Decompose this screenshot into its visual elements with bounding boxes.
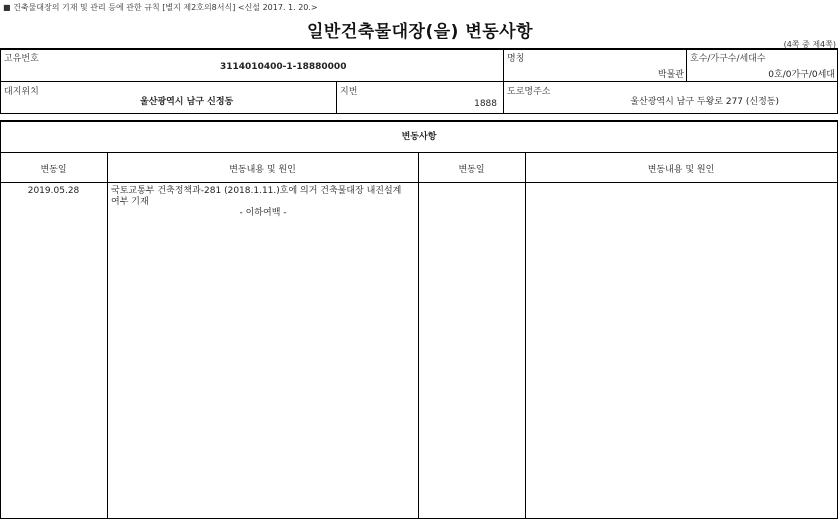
changes-top-border (0, 120, 838, 122)
regulation-note: ■ 건축물대장의 기재 및 관리 등에 관한 규칙 [별지 제2호의8서식] <신설 2017. 1. 20.> (3, 3, 318, 12)
lot-value: 1888 (474, 99, 497, 109)
changes-right-border (837, 120, 838, 518)
unique-no-value: 3114010400-1-18880000 (220, 62, 347, 72)
info-vline-3 (336, 81, 337, 113)
units-label: 호수/가구수/세대수 (690, 54, 766, 64)
changes-left-border (0, 120, 1, 518)
page-info: (4쪽 중 제4쪽) (783, 40, 836, 49)
changes-section-title: 변동사항 (401, 132, 437, 142)
changes-vline-1 (107, 152, 108, 518)
info-left-border (0, 48, 1, 113)
change-content (111, 186, 415, 219)
info-bottom-border (0, 113, 838, 114)
col-header-content-2: 변동내용 및 원인 (647, 165, 715, 175)
road-address-value: 울산광역시 남구 두왕로 277 (신정동) (630, 97, 779, 107)
changes-header-divider (0, 182, 838, 183)
col-header-date-2: 변동일 (458, 165, 485, 175)
table-top-border (0, 48, 838, 50)
col-header-date: 변동일 (40, 165, 67, 175)
changes-title-divider (0, 152, 838, 153)
change-content-line1: 국토교통부 건축정책과-281 (2018.1.11.)호에 의거 건축물대장 내진설계 (111, 186, 402, 196)
unique-no-label: 고유번호 (4, 54, 39, 64)
changes-bottom-border (0, 518, 838, 519)
site-label: 대지위치 (4, 87, 39, 97)
road-address-label: 도로명주소 (507, 87, 551, 97)
info-row-divider (0, 81, 838, 82)
units-value: 0호/0가구/0세대 (768, 70, 835, 80)
site-value: 울산광역시 남구 신정동 (140, 97, 234, 107)
info-vline-2 (686, 48, 687, 81)
info-vline-1 (503, 48, 504, 113)
page-title: 일반건축물대장(을) 변동사항 (306, 22, 534, 42)
lot-label: 지번 (340, 87, 358, 97)
change-content-line2: 여부 기재 (111, 197, 149, 207)
change-date: 2019.05.28 (27, 186, 80, 196)
info-right-border (837, 48, 838, 113)
changes-vline-2 (418, 152, 419, 518)
change-content-end: - 이하여백 - (239, 208, 287, 218)
name-label: 명칭 (507, 54, 525, 64)
col-header-content: 변동내용 및 원인 (229, 165, 296, 175)
changes-vline-3 (525, 152, 526, 518)
name-value: 박물관 (657, 70, 684, 80)
